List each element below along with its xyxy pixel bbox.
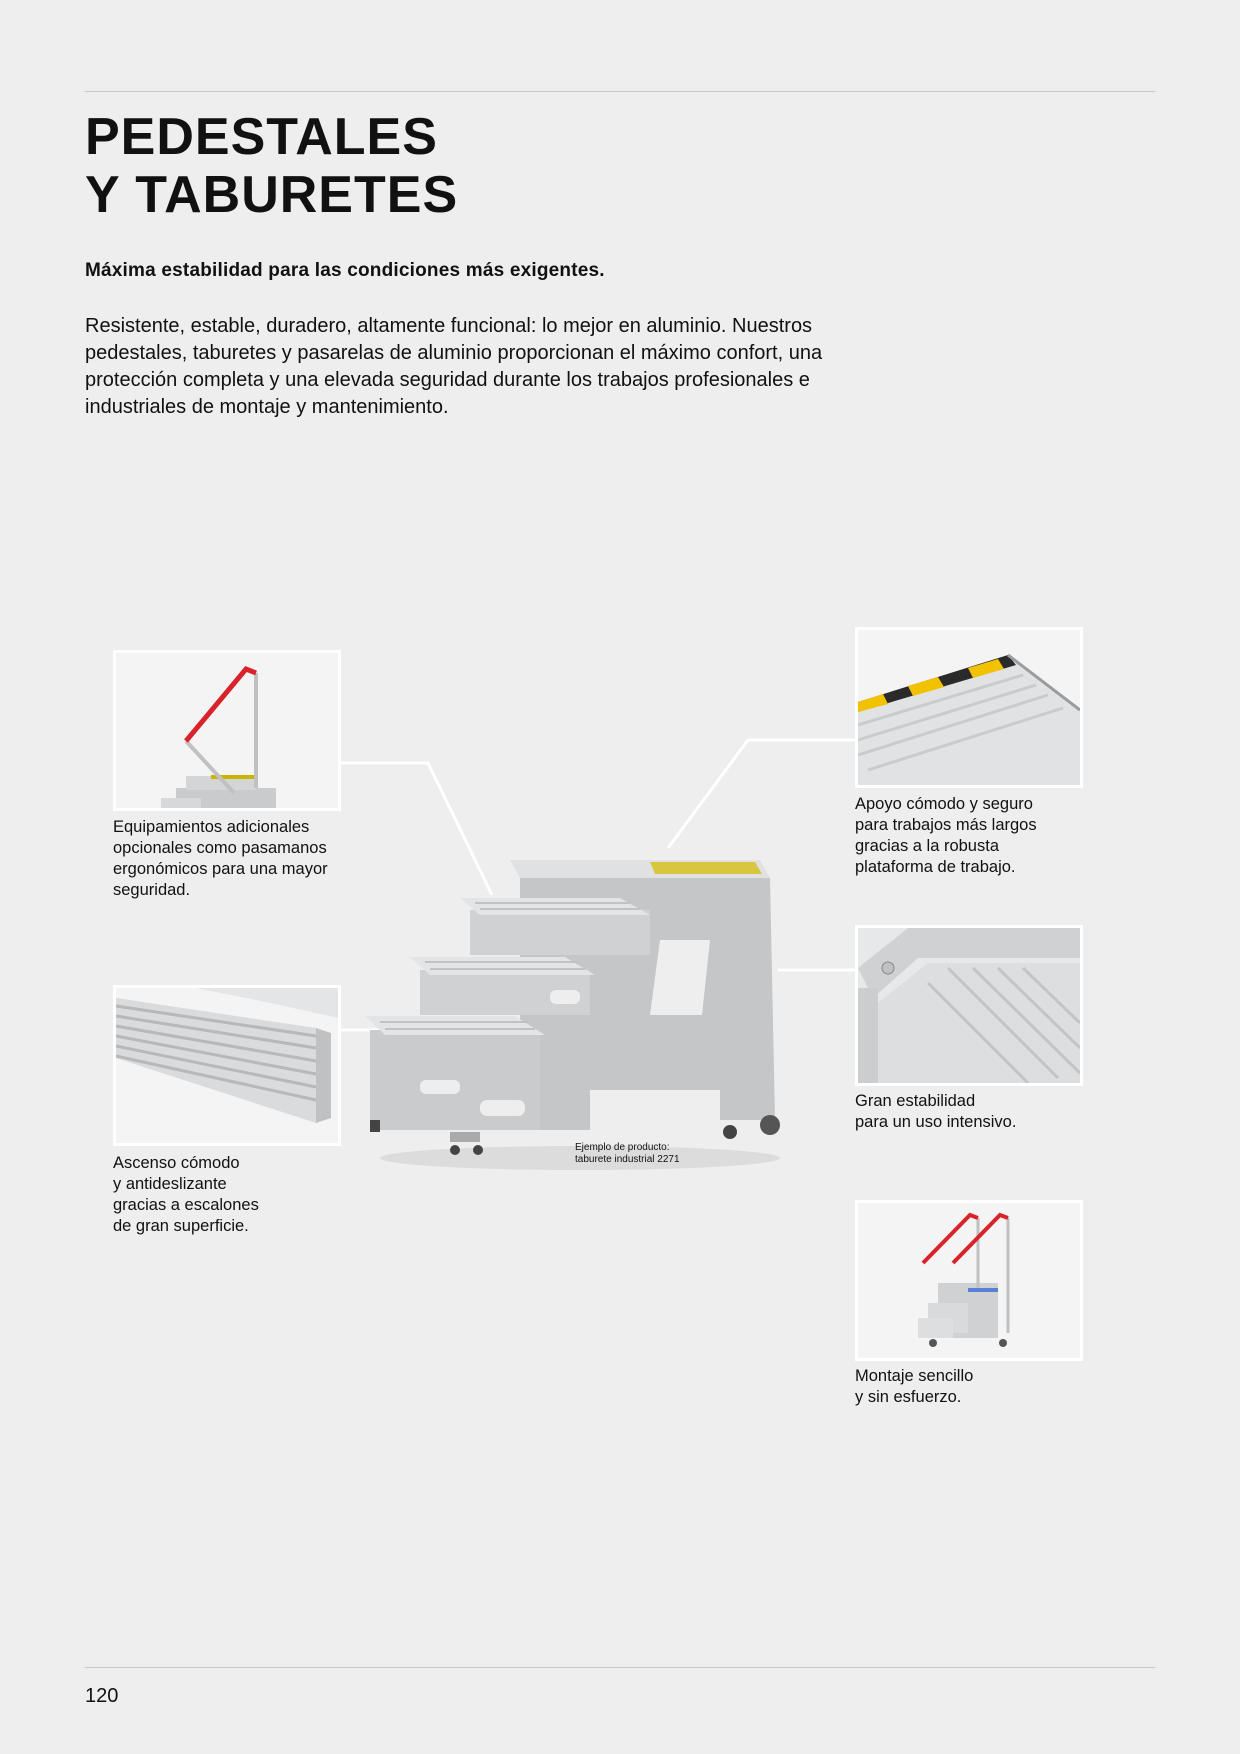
double-handrail-stool-illustration [858, 1203, 1080, 1358]
product-example-note: Ejemplo de producto: taburete industrial 2271 [575, 1142, 680, 1165]
handrail-detail-image [113, 650, 341, 811]
caption-stability: Gran estabilidad para un uso intensivo. [855, 1092, 1017, 1131]
handrail-illustration [116, 653, 338, 808]
top-rule [85, 91, 1155, 92]
platform-detail-image [855, 627, 1083, 788]
caption-handrail: Equipamientos adicionales opcionales como pasamanos ergonómicos para una mayor seguridad. [113, 818, 328, 899]
page-title: PEDESTALES Y TABURETES [85, 108, 459, 224]
stability-detail-image [855, 925, 1083, 1086]
bottom-rule [85, 1667, 1155, 1668]
connector-platform [668, 740, 857, 848]
page-subtitle: Máxima estabilidad para las condiciones más exigentes. [85, 260, 605, 281]
step-tread-illustration [116, 988, 338, 1143]
caption-assembly: Montaje sencillo y sin esfuerzo. [855, 1367, 974, 1406]
industrial-stool-image [350, 840, 800, 1180]
caption-steps: Ascenso cómodo y antideslizante gracias a escalones de gran superficie. [113, 1154, 259, 1235]
intro-paragraph: Resistente, estable, duradero, altamente funcional: lo mejor en aluminio. Nuestros pedestales, taburetes y pasarelas de aluminio proporcionan el máximo confort, una protección completa y una elevada seguridad durante los trabajos profesionales e industriales de montaje y mantenimiento. [85, 315, 823, 418]
page-number: 120 [85, 1685, 119, 1707]
caption-platform: Apoyo cómodo y seguro para trabajos más largos gracias a la robusta plataforma de trabajo. [855, 795, 1037, 876]
platform-illustration [858, 630, 1080, 785]
frame-detail-illustration [858, 928, 1080, 1083]
steps-detail-image [113, 985, 341, 1146]
assembly-detail-image [855, 1200, 1083, 1361]
